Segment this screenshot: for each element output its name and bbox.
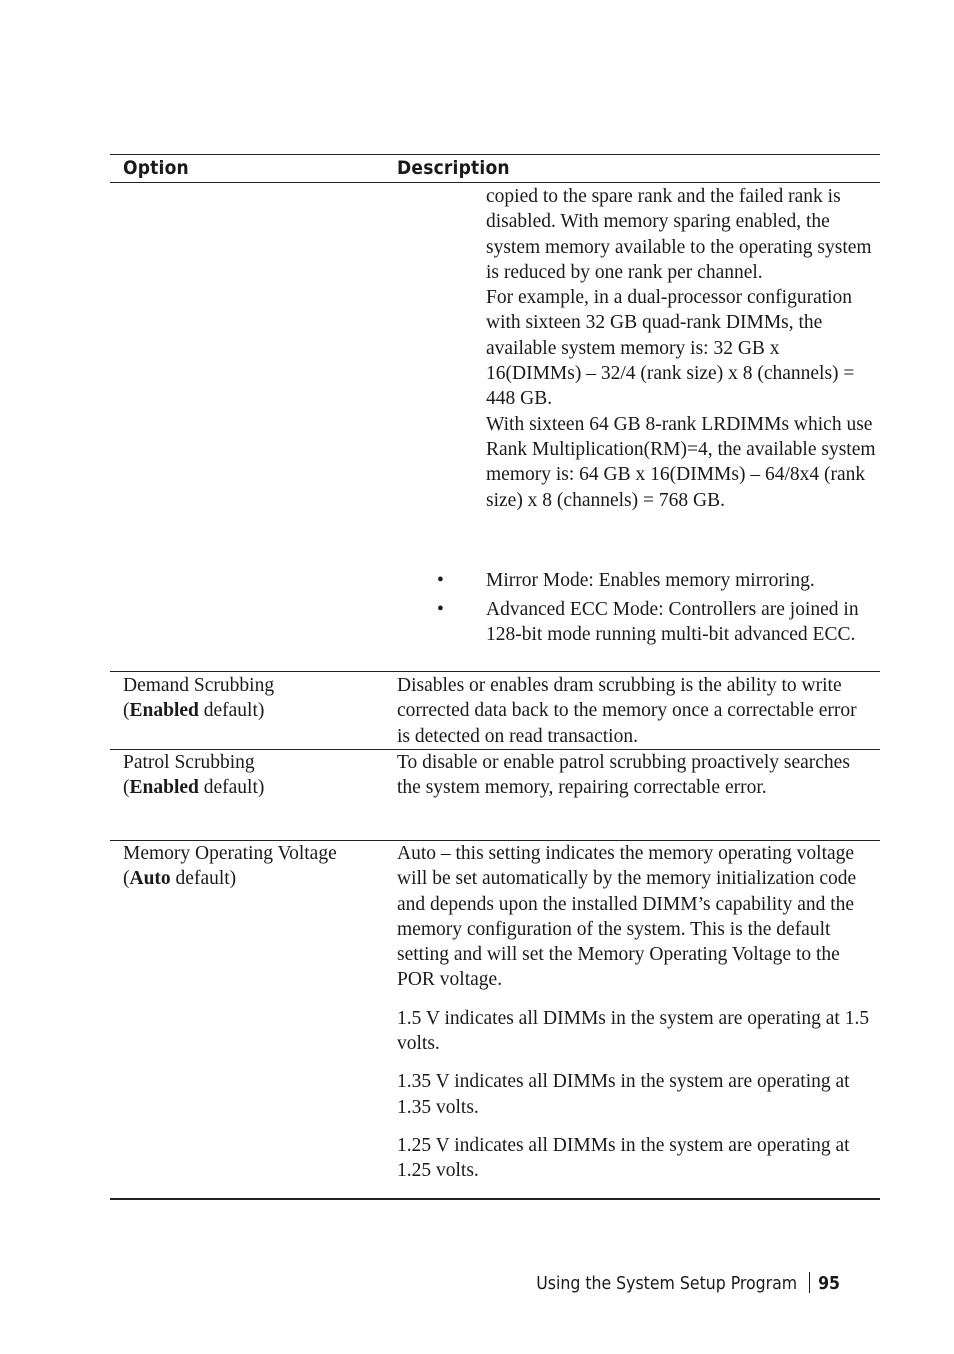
option-name: Patrol Scrubbing — [123, 752, 255, 773]
continued-paragraph: With sixteen 64 GB 8-rank LRDIMMs which use Rank Multiplication(RM)=4, the available system memory is: 64 GB x 16(DIMMs) – 64/8x4 (rank size) x 8 (channels) = 768 GB. — [486, 413, 876, 511]
continued-description — [486, 184, 876, 513]
table-row-description: Auto – this setting indicates the memory operating voltage will be set automatically by the memory initialization code and depends upon the installed DIMM’s capability and the memory configuration of the system. This is the default setting and will set the Memory Operating Voltage to the POR voltage. 1.5 V indicates all DIMMs in the system are operating at 1.5 volts. 1.35 V indicates all DIMMs in the system are operating at 1.35 volts. 1.25 V indicates all DIMMs in the system are operating at 1.25 volts. — [397, 843, 870, 1182]
default-value: Enabled — [129, 700, 199, 722]
default-value: Enabled — [129, 777, 199, 799]
table-row-description: Disables or enables dram scrubbing is the ability to write corrected data back to the memory once a correctable error is detected on read transaction. — [397, 675, 857, 747]
page-number: 95 — [818, 1274, 840, 1294]
continued-paragraph: copied to the spare rank and the failed rank is disabled. With memory sparing enabled, the system memory available to the operating system is reduced by one rank per channel. — [486, 186, 872, 283]
table-row-option — [123, 841, 383, 892]
option-default: (Enabled default) — [123, 700, 265, 722]
table-row-description: To disable or enable patrol scrubbing proactively searches the system memory, repairing correctable error. — [397, 752, 850, 799]
table-row-option — [123, 673, 383, 724]
option-default: (Enabled default) — [123, 777, 265, 799]
table-top-rule — [110, 154, 880, 155]
header-option: Option — [123, 157, 189, 179]
footer-separator — [809, 1272, 810, 1293]
bullet-icon: • — [437, 599, 444, 620]
option-default: (Auto default) — [123, 868, 237, 890]
row-rule — [110, 671, 880, 672]
table-row-option — [123, 750, 383, 801]
page-footer — [536, 1272, 840, 1296]
header-rule — [110, 182, 880, 183]
bullet-text: Mirror Mode: Enables memory mirroring. — [486, 570, 815, 591]
table-bottom-rule — [110, 1198, 880, 1200]
footer-section-title: Using the System Setup Program — [536, 1274, 798, 1294]
default-value: Auto — [129, 868, 171, 890]
option-name: Demand Scrubbing — [123, 675, 275, 696]
option-name: Memory Operating Voltage — [123, 843, 337, 864]
bullet-text: Advanced ECC Mode: Controllers are joined in 128-bit mode running multi-bit advanced ECC. — [486, 599, 859, 646]
continued-paragraph: For example, in a dual-processor configuration with sixteen 32 GB quad-rank DIMMs, the available system memory is: 32 GB x 16(DIMMs) – 32/4 (rank size) x 8 (channels) = 448 GB. — [486, 287, 855, 410]
bullet-icon: • — [437, 570, 444, 591]
header-description: Description — [397, 157, 510, 179]
